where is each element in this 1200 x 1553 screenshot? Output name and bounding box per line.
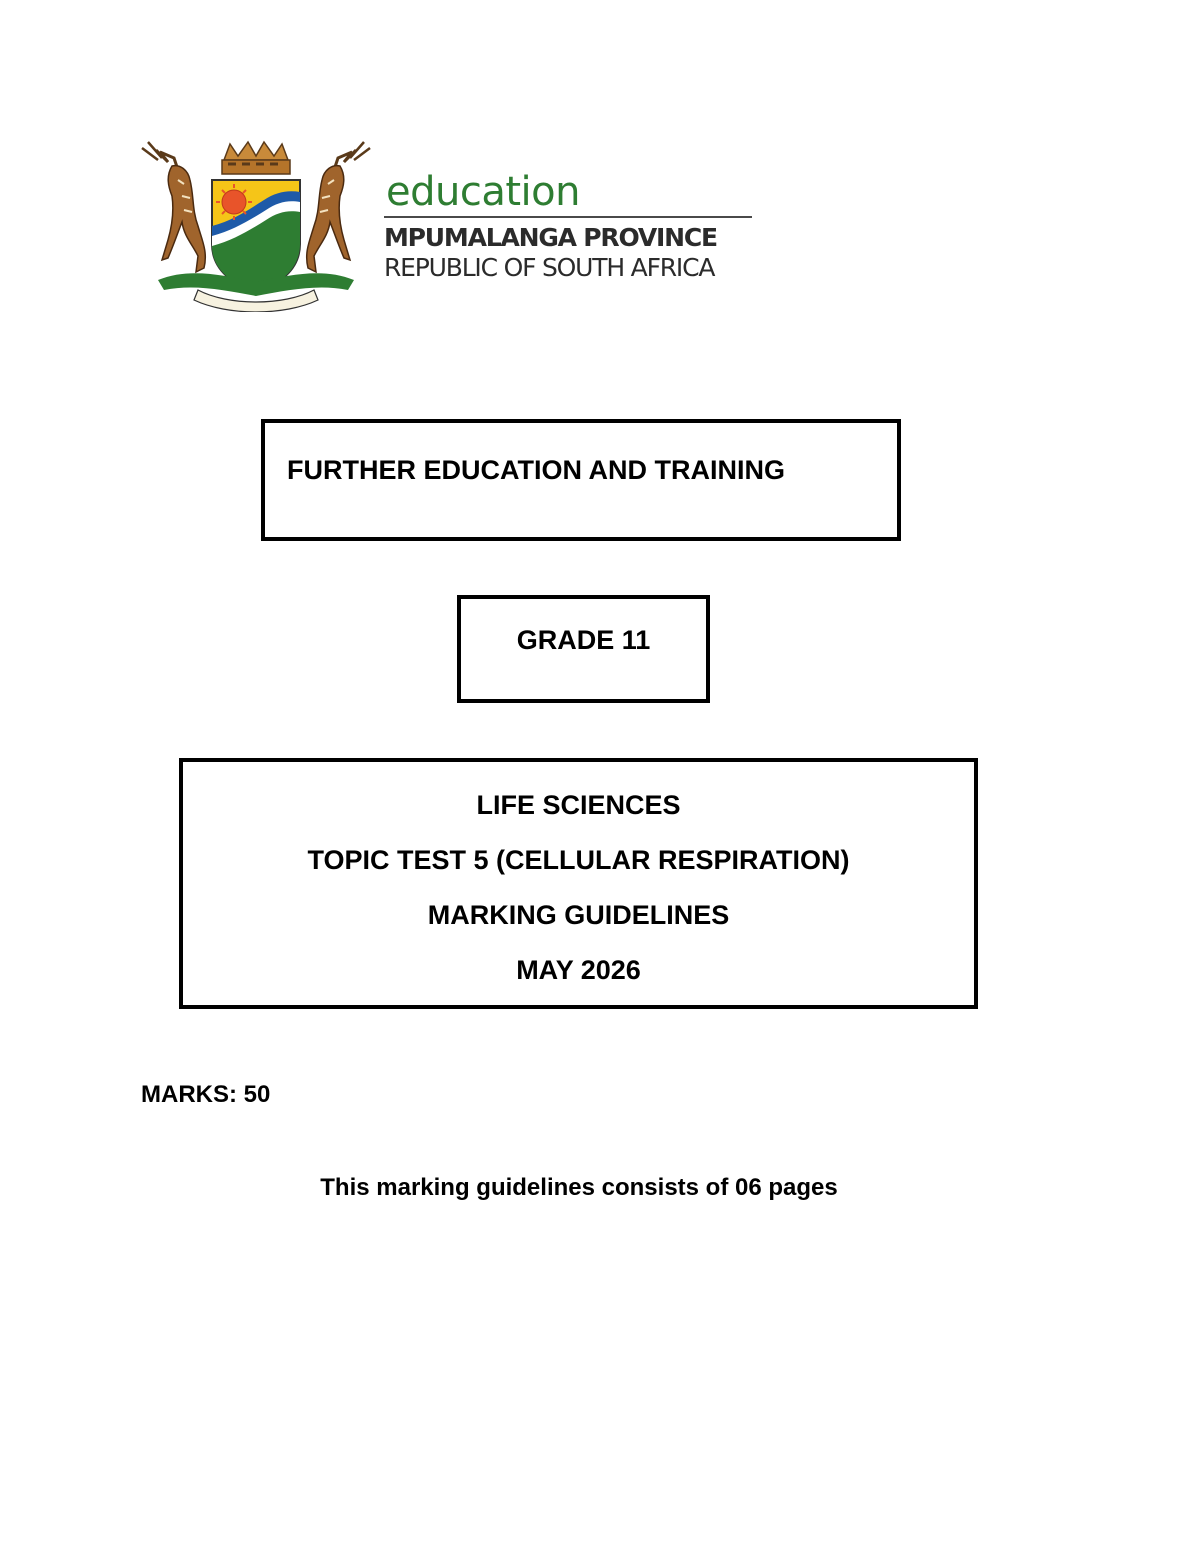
document-type: MARKING GUIDELINES <box>427 900 730 930</box>
brand-block <box>384 170 764 283</box>
page-count-note: This marking guidelines consists of 06 pages <box>320 1174 838 1201</box>
right-kudu-icon <box>307 142 370 272</box>
phase-title: FURTHER EDUCATION AND TRAINING <box>287 455 785 485</box>
brand-education: education <box>386 169 580 215</box>
test-title: TOPIC TEST 5 (CELLULAR RESPIRATION) <box>307 845 850 875</box>
crown-icon <box>222 142 290 174</box>
marks-total: MARKS: 50 <box>141 1081 271 1108</box>
coat-of-arms-logo <box>138 140 374 312</box>
exam-date: MAY 2026 <box>516 955 641 985</box>
grade-title: GRADE 11 <box>516 625 651 655</box>
subject-lines <box>183 778 974 998</box>
brand-province: MPUMALANGA PROVINCE <box>384 223 717 252</box>
brand-country: REPUBLIC OF SOUTH AFRICA <box>384 253 715 282</box>
header <box>138 140 778 315</box>
shield-icon <box>212 180 300 290</box>
grade-box <box>457 595 710 703</box>
phase-box <box>261 419 901 541</box>
subject-box <box>179 758 978 1009</box>
brand-divider <box>384 216 752 218</box>
left-kudu-icon <box>142 142 205 272</box>
subject-name: LIFE SCIENCES <box>476 790 681 820</box>
